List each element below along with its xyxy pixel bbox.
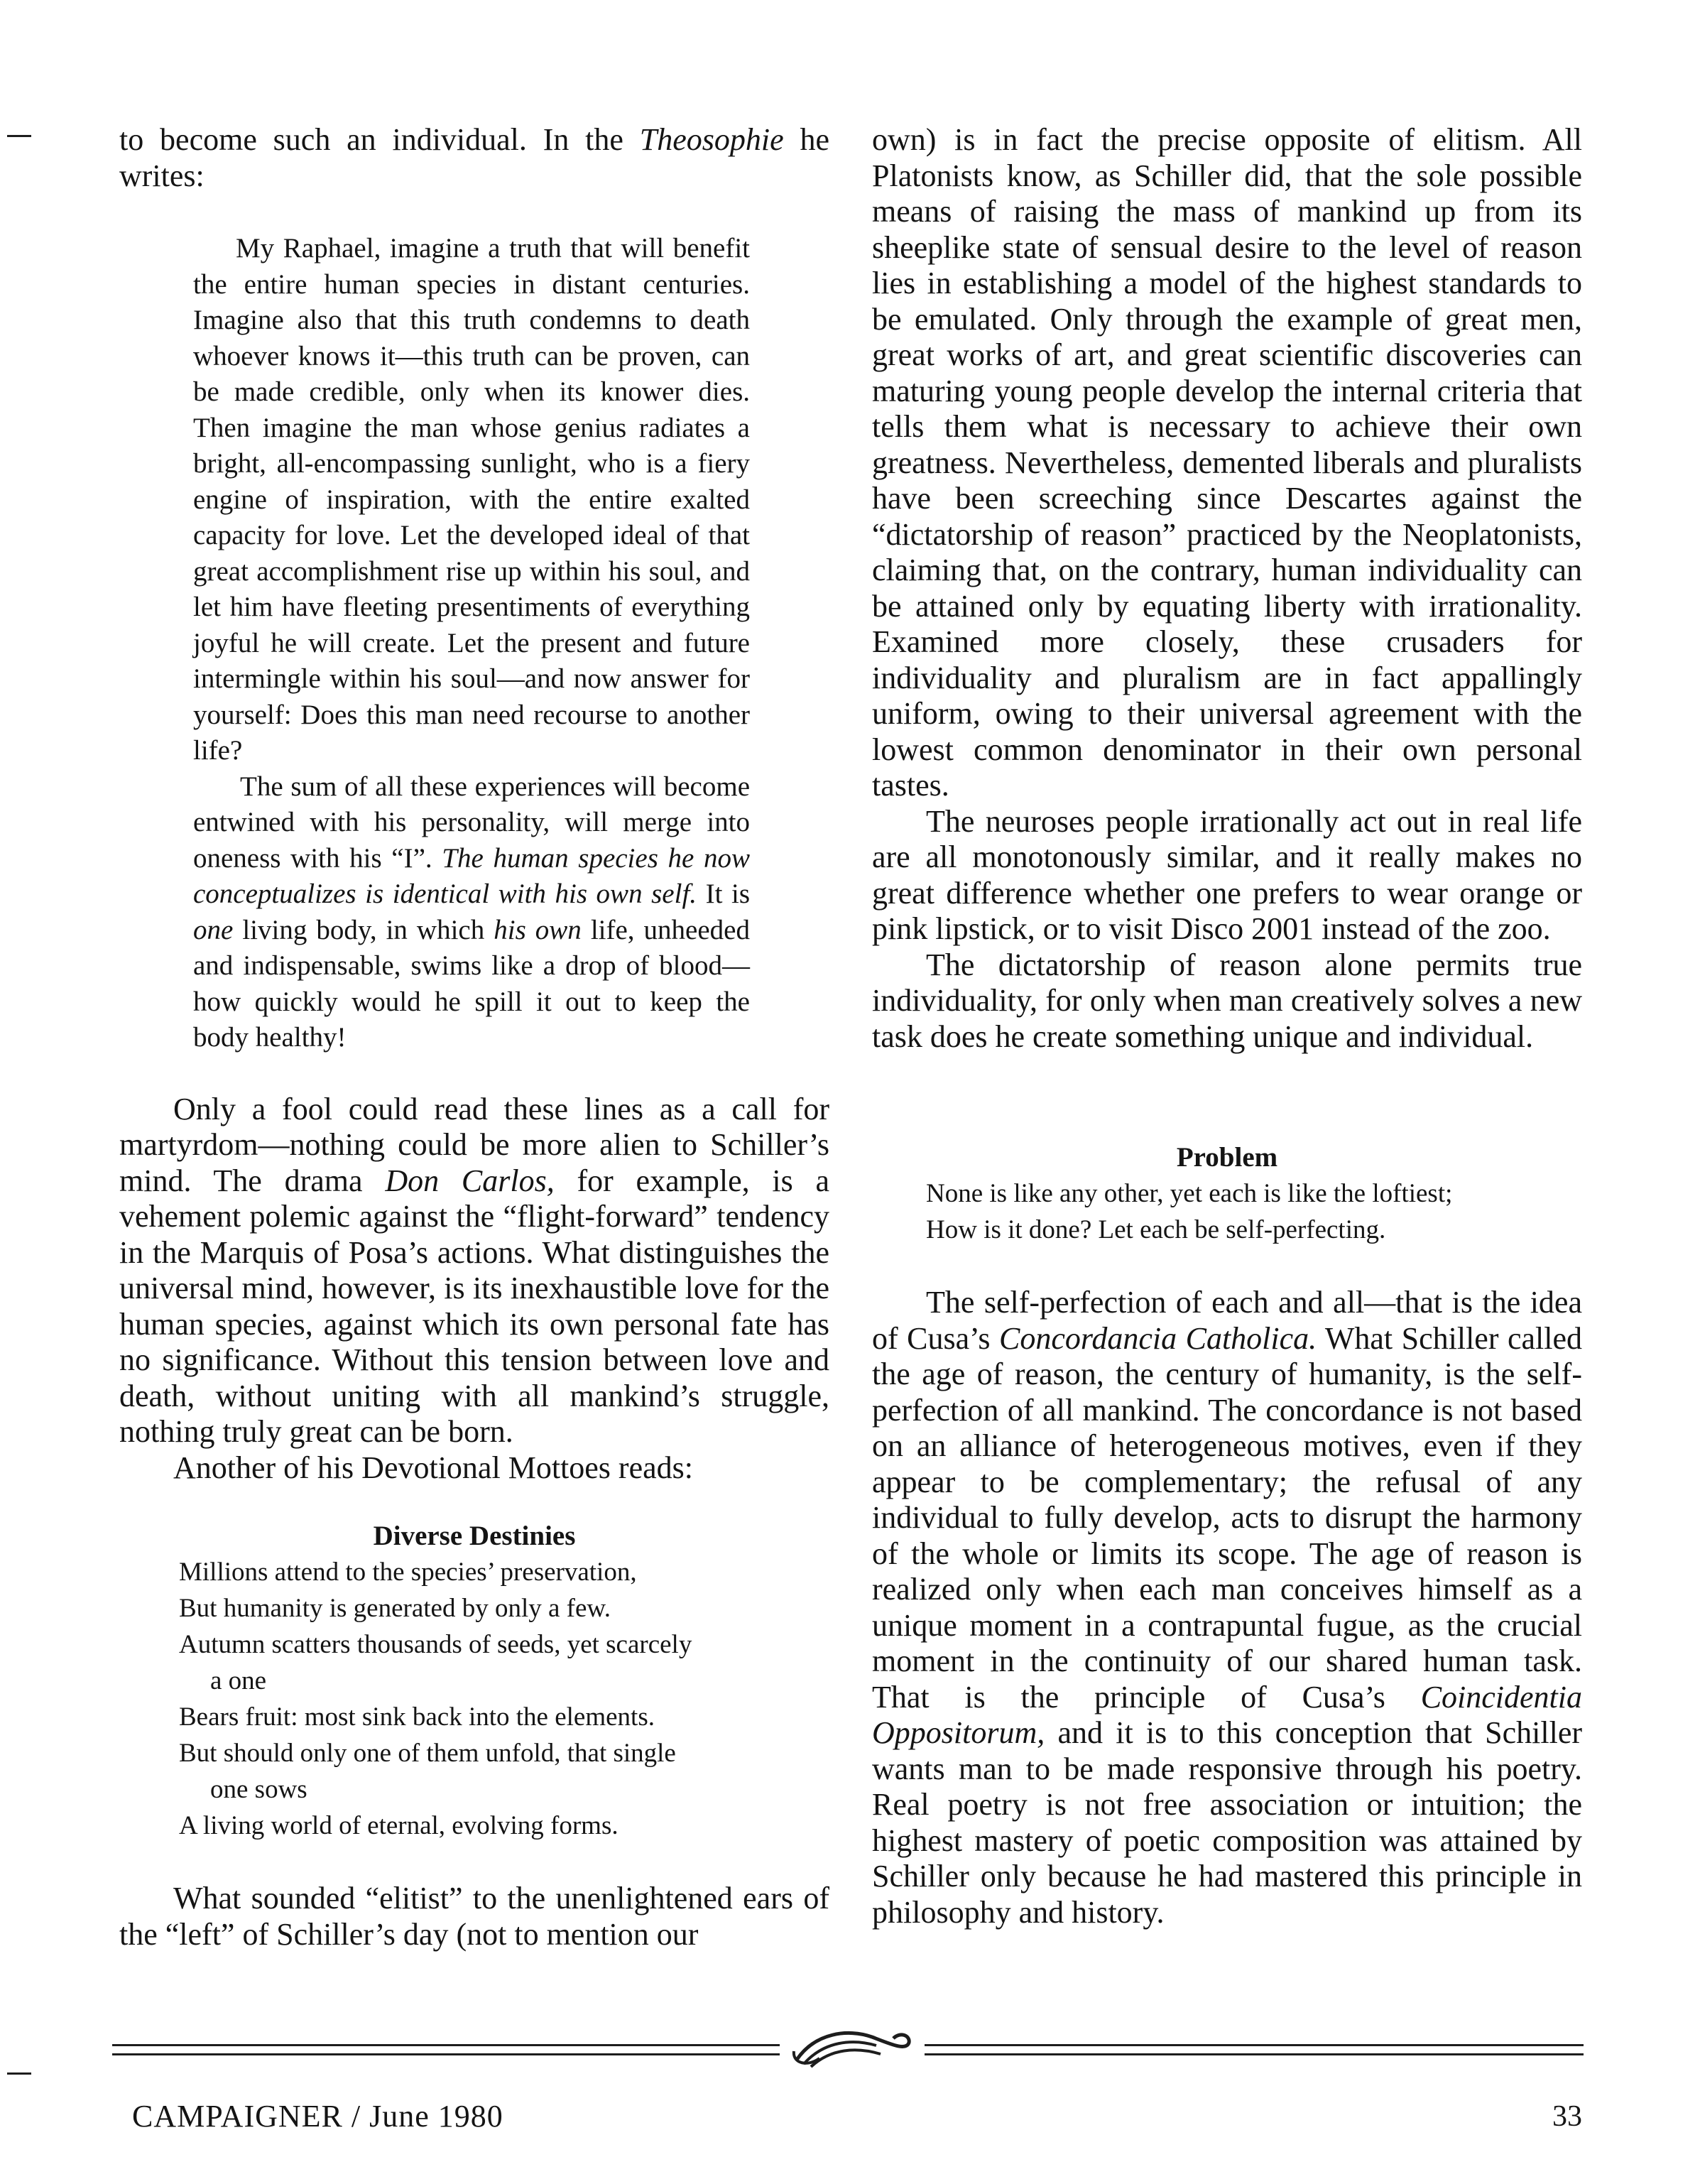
flourish-ornament-icon xyxy=(787,2023,917,2071)
poem-line: Millions attend to the species’ preservation, xyxy=(179,1558,637,1587)
poem-problem xyxy=(926,1140,1582,1248)
poem-line: one sows xyxy=(210,1775,307,1804)
footer-rule-right xyxy=(925,2044,1584,2055)
poem-line: How is it done? Let each be self-perfecting. xyxy=(926,1215,1386,1244)
work-title-coincidentia: Coincidentia Oppositorum, xyxy=(872,1679,1582,1750)
poem-title: Diverse Destinies xyxy=(373,1521,576,1551)
body-paragraph-neuroses: The neuroses people irrationally act out in real life are all monotonously similar, and it really makes no great difference whether one prefers to wear orange or pink lipstick, or to visit Disco 2001 instead of the zoo. xyxy=(872,803,1582,946)
margin-mark-top xyxy=(7,135,31,137)
poem-line: But should only one of them unfold, that single xyxy=(179,1739,676,1768)
footer-rule-left xyxy=(112,2044,780,2055)
body-paragraph-elitist: What sounded “elitist” to the unenlightened ears of the “left” of Schiller’s day (not to mention our xyxy=(119,1881,829,1952)
right-column xyxy=(872,122,1582,1930)
poem-line: Autumn scatters thousands of seeds, yet scarcely xyxy=(179,1630,692,1659)
poem-diverse-destinies xyxy=(179,1519,829,1844)
body-paragraph-mottoes: Another of his Devotional Mottoes reads: xyxy=(173,1450,693,1485)
page-number: 33 xyxy=(1552,2100,1582,2133)
work-title-theosophie: Theosophie xyxy=(639,122,784,157)
work-title-concordancia: Concordancia Catholica. xyxy=(998,1320,1317,1356)
body-paragraph-fool: Only a fool could read these lines as a call for martyrdom—nothing could be more alien to Schiller’s mind. The drama Don Carlos, for example, is a vehement polemic against the “flight-forward” tendency in the Marquis of Posa’s actions. What distinguishes the universal mind, however, is its inexhaustible love for the human species, against which its own personal fate has no significance. Without this tension between love and death, without uniting with all mankind’s struggle, nothing truly great can be born. xyxy=(119,1091,830,1449)
body-paragraph-dictatorship: The dictatorship of reason alone permits true individuality, for only when man creatively solves a new task does he create something unique and individual. xyxy=(872,947,1582,1054)
block-quote xyxy=(193,231,750,1056)
publication-footer: CAMPAIGNER / June 1980 xyxy=(132,2099,503,2134)
poem-line: A living world of eternal, evolving forms. xyxy=(179,1811,619,1840)
poem-line: None is like any other, yet each is like the loftiest; xyxy=(926,1179,1453,1208)
poem-line: a one xyxy=(210,1666,267,1695)
margin-mark-bottom xyxy=(7,2072,31,2075)
poem-title: Problem xyxy=(1176,1142,1278,1173)
quote-paragraph-2: The sum of all these experiences will become entwined with his personality, will merge into oneness with his “I”. The human species he now conceptualizes is identical with his own self. It is one living body, in which his own life, unheeded and indispensable, swims like a drop of blood—how quickly would he spill it out to keep the body healthy! xyxy=(193,771,751,1053)
work-title-don-carlos: Don Carlos, xyxy=(385,1163,555,1198)
intro-paragraph: to become such an individual. In the Theosophie he writes: xyxy=(119,122,829,193)
poem-line: Bears fruit: most sink back into the elements. xyxy=(179,1702,655,1732)
quote-paragraph-1: My Raphael, imagine a truth that will benefit the entire human species in distant centuries. Imagine also that this truth condemns to death whoever knows it—this truth can be proven, can be made credible, only when its knower dies. Then imagine the man whose genius radiates a bright, all-encompassing sunlight, who is a fiery engine of inspiration, with the entire exalted capacity for love. Let the developed ideal of that great accomplishment rise up within his soul, and let him have fleeting presentiments of everything joyful he will create. Let the present and future intermingle within his soul—and now answer for yourself: Does this man need recourse to another life? xyxy=(193,233,750,766)
poem-line: But humanity is generated by only a few. xyxy=(179,1594,611,1623)
body-paragraph-platonists: own) is in fact the precise opposite of elitism. All Platonists know, as Schiller did, that the sole possible means of raising the mass of mankind up from its sheeplike state of sensual desire to the level of reason lies in establishing a model of the highest standards to be emulated. Only through the example of great men, great works of art, and great scientific discoveries can maturing young people develop the internal criteria that tells them what is necessary to achieve their own greatness. Nevertheless, demented liberals and pluralists have been screeching since Descartes against the “dictatorship of reason” practiced by the Neoplatonists, claiming that, on the contrary, human individuality can be attained only by equating liberty with irrationality. Examined more closely, these crusaders for individuality and pluralism are in fact appallingly uniform, owing to their universal agreement with the lowest common denominator in their own personal tastes. xyxy=(872,122,1582,803)
left-column xyxy=(119,122,829,1952)
body-paragraph-self-perfection: The self-perfection of each and all—that is the idea of Cusa’s Concordancia Catholica. What Schiller called the age of reason, the century of humanity, is the self-perfection of all mankind. The concordance is not based on an alliance of heterogeneous motives, even if they appear to be complementary; the refusal of any individual to fully develop, acts to disrupt the harmony of the whole or limits its scope. The age of reason is realized only when each man conceives himself as a unique moment in a contrapuntal fugue, as the crucial moment in the continuity of our shared human task. That is the principle of Cusa’s Coincidentia Oppositorum, and it is to this conception that Schiller wants man to be made responsive through his poetry. Real poetry is not free association or intuition; the highest mastery of poetic composition was attained by Schiller only because he had mastered this principle in philosophy and history. xyxy=(872,1285,1583,1930)
